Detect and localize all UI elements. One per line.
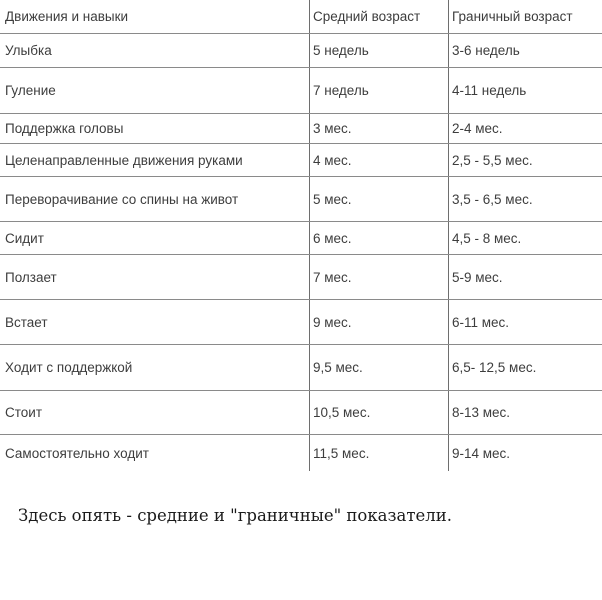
cell-average-age: 3 мес. [309, 114, 448, 143]
table-header-row [0, 0, 602, 34]
table-row [0, 345, 602, 391]
cell-skill: Переворачивание со спины на живот [5, 191, 239, 207]
cell-range-age: 3-6 недель [448, 34, 602, 67]
table-row [0, 435, 602, 471]
cell-average-age: 7 недель [309, 68, 448, 113]
table-row [0, 68, 602, 114]
table-row [0, 114, 602, 144]
cell-range-age: 4,5 - 8 мес. [448, 222, 602, 254]
header-skills: Движения и навыки [5, 9, 129, 24]
cell-average-age: 10,5 мес. [309, 391, 448, 434]
cell-range-age: 3,5 - 6,5 мес. [448, 177, 602, 221]
cell-skill: Поддержка головы [5, 121, 124, 136]
cell-average-age: 6 мес. [309, 222, 448, 254]
cell-skill: Ходит с поддержкой [5, 360, 133, 375]
cell-average-age: 4 мес. [309, 144, 448, 176]
cell-skill: Стоит [5, 405, 43, 420]
header-range-age: Граничный возраст [448, 0, 602, 33]
cell-range-age: 6,5- 12,5 мес. [448, 345, 602, 390]
cell-range-age: 8-13 мес. [448, 391, 602, 434]
cell-skill: Целенаправленные движения руками [5, 152, 243, 168]
cell-skill: Ползает [5, 269, 57, 285]
cell-range-age: 5-9 мес. [448, 255, 602, 299]
table-row [0, 300, 602, 345]
cell-skill: Гуление [5, 83, 56, 98]
cell-range-age: 2-4 мес. [448, 114, 602, 143]
cell-average-age: 11,5 мес. [309, 435, 448, 471]
table-row [0, 144, 602, 177]
cell-average-age: 9,5 мес. [309, 345, 448, 390]
table-row [0, 34, 602, 68]
cell-skill: Встает [5, 314, 48, 330]
table-row [0, 391, 602, 435]
header-average-age: Средний возраст [309, 0, 448, 33]
cell-skill: Улыбка [5, 43, 52, 58]
cell-range-age: 4-11 недель [448, 68, 602, 113]
cell-average-age: 9 мес. [309, 300, 448, 344]
cell-average-age: 7 мес. [309, 255, 448, 299]
cell-average-age: 5 мес. [309, 177, 448, 221]
cell-range-age: 6-11 мес. [448, 300, 602, 344]
cell-skill: Самостоятельно ходит [5, 445, 149, 461]
cell-average-age: 5 недель [309, 34, 448, 67]
table-row [0, 222, 602, 255]
cell-range-age: 2,5 - 5,5 мес. [448, 144, 602, 176]
caption-text: Здесь опять - средние и "граничные" показатели. [18, 506, 452, 525]
cell-skill: Сидит [5, 230, 44, 246]
cell-range-age: 9-14 мес. [448, 435, 602, 471]
table-row [0, 177, 602, 222]
table-row [0, 255, 602, 300]
